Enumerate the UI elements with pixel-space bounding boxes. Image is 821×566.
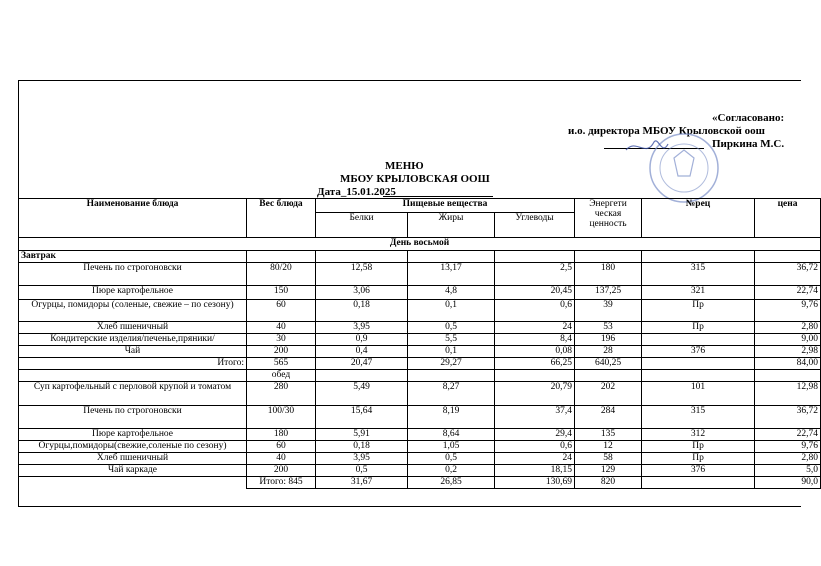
cell-weight: 280 <box>247 382 316 406</box>
cell-weight: 200 <box>247 346 316 358</box>
table-row <box>19 406 821 429</box>
cell-price: 2,80 <box>755 453 821 465</box>
cell-recipe: 315 <box>642 406 755 429</box>
cell-carbs: 37,4 <box>495 406 575 429</box>
cell-weight: 60 <box>247 300 316 322</box>
cell-fats: 26,85 <box>408 477 495 489</box>
cell-fats: 0,2 <box>408 465 495 477</box>
cell-recipe: 376 <box>642 346 755 358</box>
cell-recipe: Пр <box>642 453 755 465</box>
cell-carbs: 18,15 <box>495 465 575 477</box>
cell-price: 90,0 <box>755 477 821 489</box>
cell-price: 9,00 <box>755 334 821 346</box>
cell-energy: 284 <box>575 406 642 429</box>
cell-name: Суп картофельный с перловой крупой и томатом <box>19 382 247 406</box>
table-row <box>19 441 821 453</box>
cell-recipe: Пр <box>642 441 755 453</box>
menu-title: МЕНЮ <box>385 160 424 172</box>
cell-proteins: 0,5 <box>316 465 408 477</box>
cell-price: 2,80 <box>755 322 821 334</box>
cell-fats: 8,19 <box>408 406 495 429</box>
cell-price: 9,76 <box>755 300 821 322</box>
cell-proteins: 0,18 <box>316 300 408 322</box>
cell-energy: 39 <box>575 300 642 322</box>
table-row <box>19 382 821 406</box>
cell-energy: 180 <box>575 263 642 286</box>
cell-weight: 200 <box>247 465 316 477</box>
day-label: День восьмой <box>19 238 821 251</box>
cell-recipe: 312 <box>642 429 755 441</box>
lunch-label: обед <box>247 370 316 382</box>
cell-proteins: 3,95 <box>316 453 408 465</box>
menu-date: Дата_15.01.2025 <box>317 186 396 198</box>
cell-name: Огурцы, помидоры (соленые, свежие – по сезону) <box>19 300 247 322</box>
cell-name: Чай каркаде <box>19 465 247 477</box>
cell-fats: 5,5 <box>408 334 495 346</box>
cell-total-label: Итого: 845 <box>247 477 316 489</box>
breakfast-total-row <box>19 358 821 370</box>
header-price: цена <box>755 199 821 238</box>
cell-weight: 565 <box>247 358 316 370</box>
cell-energy: 196 <box>575 334 642 346</box>
cell-fats: 13,17 <box>408 263 495 286</box>
cell-carbs: 24 <box>495 453 575 465</box>
cell-weight: 150 <box>247 286 316 300</box>
cell-carbs: 29,4 <box>495 429 575 441</box>
cell-carbs: 0,6 <box>495 300 575 322</box>
cell-energy: 135 <box>575 429 642 441</box>
table-row <box>19 465 821 477</box>
cell-recipe <box>642 477 755 489</box>
cell-name: Чай <box>19 346 247 358</box>
cell-recipe: Пр <box>642 300 755 322</box>
cell-carbs: 24 <box>495 322 575 334</box>
lunch-total-row <box>19 477 821 489</box>
cell-name: Печень по строгоновски <box>19 406 247 429</box>
school-name: МБОУ КРЫЛОВСКАЯ ООШ <box>340 173 490 185</box>
table-row <box>19 263 821 286</box>
cell-energy: 58 <box>575 453 642 465</box>
cell-proteins: 5,49 <box>316 382 408 406</box>
header-fats: Жиры <box>408 213 495 238</box>
cell-energy: 820 <box>575 477 642 489</box>
header-weight: Вес блюда <box>247 199 316 238</box>
cell-fats: 1,05 <box>408 441 495 453</box>
cell-name: Печень по строгоновски <box>19 263 247 286</box>
cell-recipe <box>642 358 755 370</box>
cell-proteins: 15,64 <box>316 406 408 429</box>
cell-proteins: 0,18 <box>316 441 408 453</box>
cell-name: Кондитерские изделия/печенье,пряники/ <box>19 334 247 346</box>
cell-proteins: 3,06 <box>316 286 408 300</box>
cell-energy: 137,25 <box>575 286 642 300</box>
cell-price: 9,76 <box>755 441 821 453</box>
cell-weight: 40 <box>247 453 316 465</box>
table-row <box>19 346 821 358</box>
cell-carbs: 8,4 <box>495 334 575 346</box>
cell-energy: 12 <box>575 441 642 453</box>
cell-fats: 8,64 <box>408 429 495 441</box>
cell-carbs: 2,5 <box>495 263 575 286</box>
cell-carbs: 0,08 <box>495 346 575 358</box>
menu-table <box>18 198 821 489</box>
breakfast-label: Завтрак <box>19 251 247 263</box>
official-stamp <box>626 128 726 208</box>
cell-energy: 53 <box>575 322 642 334</box>
cell-proteins: 20,47 <box>316 358 408 370</box>
cell-recipe: 321 <box>642 286 755 300</box>
cell-price: 12,98 <box>755 382 821 406</box>
cell-carbs: 66,25 <box>495 358 575 370</box>
cell-carbs: 20,45 <box>495 286 575 300</box>
cell-carbs: 0,6 <box>495 441 575 453</box>
cell-fats: 4,8 <box>408 286 495 300</box>
cell-fats: 0,1 <box>408 346 495 358</box>
table-row <box>19 286 821 300</box>
table-row <box>19 334 821 346</box>
cell-carbs: 130,69 <box>495 477 575 489</box>
cell-name: Хлеб пшеничный <box>19 322 247 334</box>
cell-weight: 40 <box>247 322 316 334</box>
cell-recipe: Пр <box>642 322 755 334</box>
cell-proteins: 0,4 <box>316 346 408 358</box>
header-recipe: №рец <box>642 199 755 238</box>
table-row <box>19 322 821 334</box>
cell-price: 84,00 <box>755 358 821 370</box>
cell-energy: 640,25 <box>575 358 642 370</box>
cell-proteins: 3,95 <box>316 322 408 334</box>
cell-energy: 202 <box>575 382 642 406</box>
approval-line-2: и.о. директора МБОУ Крыловской оош <box>568 125 765 137</box>
cell-weight: 60 <box>247 441 316 453</box>
cell-fats: 29,27 <box>408 358 495 370</box>
cell-proteins: 5,91 <box>316 429 408 441</box>
header-dish-name: Наименование блюда <box>19 199 247 238</box>
cell-carbs: 20,79 <box>495 382 575 406</box>
cell-proteins: 12,58 <box>316 263 408 286</box>
cell-name: Огурцы,помидоры(свежие,соленые по сезону) <box>19 441 247 453</box>
cell-price: 5,0 <box>755 465 821 477</box>
cell-fats: 0,5 <box>408 322 495 334</box>
cell-energy: 28 <box>575 346 642 358</box>
cell-price: 22,74 <box>755 429 821 441</box>
cell-total-label: Итого: <box>19 358 247 370</box>
cell-price: 22,74 <box>755 286 821 300</box>
cell-price: 36,72 <box>755 406 821 429</box>
table-row <box>19 453 821 465</box>
cell-fats: 0,5 <box>408 453 495 465</box>
header-carbs: Углеводы <box>495 213 575 238</box>
table-row <box>19 429 821 441</box>
cell-fats: 0,1 <box>408 300 495 322</box>
cell-weight: 100/30 <box>247 406 316 429</box>
cell-recipe: 376 <box>642 465 755 477</box>
cell-proteins: 0,9 <box>316 334 408 346</box>
cell-price: 36,72 <box>755 263 821 286</box>
cell-weight: 30 <box>247 334 316 346</box>
cell-energy: 129 <box>575 465 642 477</box>
cell-recipe <box>642 334 755 346</box>
cell-price: 2,98 <box>755 346 821 358</box>
date-underline <box>383 196 493 197</box>
cell-proteins: 31,67 <box>316 477 408 489</box>
table-row <box>19 300 821 322</box>
cell-recipe: 315 <box>642 263 755 286</box>
cell-weight: 180 <box>247 429 316 441</box>
approval-line-1: «Согласовано: <box>712 112 785 124</box>
header-proteins: Белки <box>316 213 408 238</box>
cell-weight: 80/20 <box>247 263 316 286</box>
header-nutrients: Пищевые вещества <box>316 199 575 213</box>
cell-fats: 8,27 <box>408 382 495 406</box>
cell-recipe: 101 <box>642 382 755 406</box>
cell-name: Пюре картофельное <box>19 286 247 300</box>
approval-line-3: Пиркина М.С. <box>712 138 785 150</box>
cell-name: Хлеб пшеничный <box>19 453 247 465</box>
cell-name: Пюре картофельное <box>19 429 247 441</box>
header-energy: Энергети ческая ценность <box>575 199 642 238</box>
